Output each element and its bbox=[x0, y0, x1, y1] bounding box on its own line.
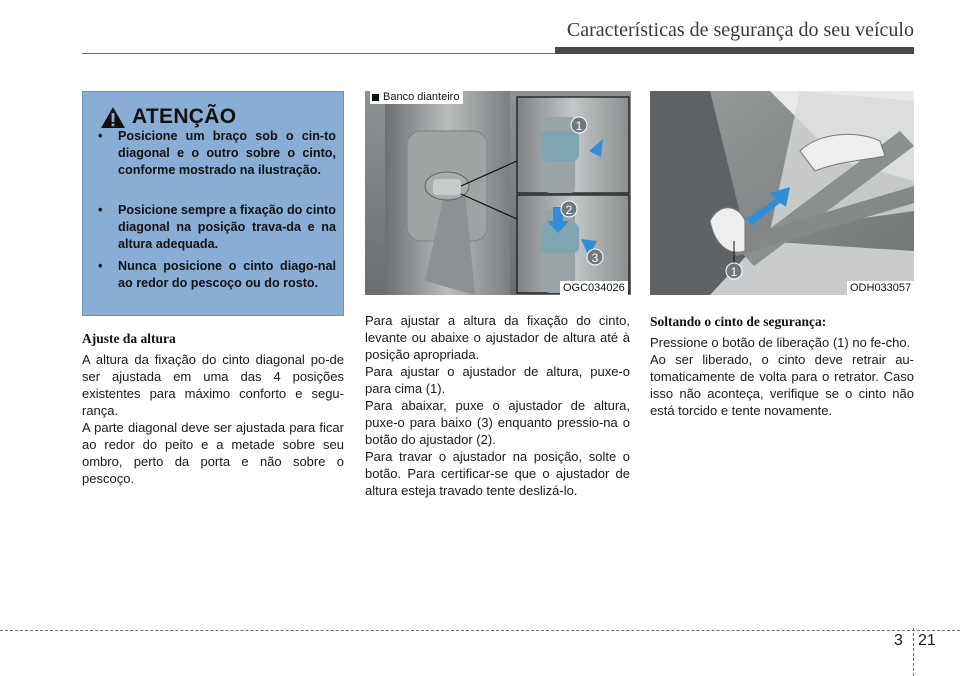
figure-caption-text: Banco dianteiro bbox=[383, 91, 460, 103]
right-body-text bbox=[650, 334, 914, 419]
bullet: • bbox=[98, 129, 103, 143]
warning-title: ATENÇÃO bbox=[132, 105, 237, 128]
paragraph: Pressione o botão de liberação (1) no fe-cho. bbox=[650, 335, 911, 350]
paragraph: Para ajustar o ajustador de altura, puxe-o para cima (1). bbox=[365, 364, 630, 396]
warning-item-text: Posicione um braço sob o cin-to diagonal e o outro sobre o cinto, conforme mostrado na ilustração. bbox=[118, 129, 336, 177]
figure-caption bbox=[370, 90, 463, 104]
figure-height-adjuster bbox=[365, 91, 631, 295]
callout-1: 1 bbox=[575, 119, 583, 133]
warning-item-text: Posicione sempre a fixação do cinto diagonal na posição trava-da e na altura adequada. bbox=[118, 203, 336, 251]
left-body-text bbox=[82, 351, 344, 487]
page-header-title: Características de segurança do seu veículo bbox=[566, 19, 914, 41]
release-belt-illustration bbox=[650, 91, 914, 295]
chapter-number: 3 bbox=[894, 632, 903, 649]
figure-code: OGC034026 bbox=[560, 281, 628, 295]
callout-2: 2 bbox=[565, 203, 573, 217]
figure-code: ODH033057 bbox=[847, 281, 914, 295]
section-heading-release: Soltando o cinto de segurança: bbox=[650, 314, 827, 329]
warning-item bbox=[98, 128, 336, 179]
middle-body-text bbox=[365, 312, 630, 499]
paragraph: Para travar o ajustador na posição, solte o botão. Para certificar-se que o ajustador de altura esteja travado tente deslizá-lo. bbox=[365, 449, 630, 498]
bullet: • bbox=[98, 203, 103, 217]
section-heading-height-adjust: Ajuste da altura bbox=[82, 331, 176, 346]
paragraph: Para abaixar, puxe o ajustador de altura, puxe-o para baixo (3) enquanto pressio-na o botão do ajustador (2). bbox=[365, 398, 630, 447]
paragraph: Para ajustar a altura da fixação do cinto, levante ou abaixe o ajustador de altura até à posição apropriada. bbox=[365, 313, 630, 362]
callout-3: 3 bbox=[591, 251, 599, 265]
callout-1: 1 bbox=[730, 265, 738, 279]
warning-item bbox=[98, 202, 336, 253]
paragraph: A parte diagonal deve ser ajustada para ficar ao redor do peito e a metade sobre seu ombro, perto da porta e não sobre o pescoço. bbox=[82, 420, 344, 486]
footer-rule bbox=[0, 630, 960, 631]
bullet: • bbox=[98, 259, 103, 273]
warning-triangle-icon bbox=[100, 106, 126, 129]
header-rule-bar bbox=[555, 47, 914, 54]
page-separator bbox=[913, 628, 914, 676]
warning-item bbox=[98, 258, 336, 292]
square-bullet-icon bbox=[372, 94, 379, 101]
figure-release-belt bbox=[650, 91, 914, 295]
page-number: 21 bbox=[918, 632, 936, 649]
height-adjuster-illustration bbox=[365, 91, 631, 295]
warning-item-text: Nunca posicione o cinto diago-nal ao redor do pescoço ou do rosto. bbox=[118, 259, 336, 290]
paragraph: Ao ser liberado, o cinto deve retrair au-tomaticamente de volta para o retrator. Caso isso não aconteça, verifique se o cinto não está torcido e tente novamente. bbox=[650, 352, 914, 418]
header-rule bbox=[82, 53, 555, 54]
paragraph: A altura da fixação do cinto diagonal po-de ser ajustada em uma das 4 posições existentes para máximo conforto e segu-rança. bbox=[82, 352, 344, 418]
